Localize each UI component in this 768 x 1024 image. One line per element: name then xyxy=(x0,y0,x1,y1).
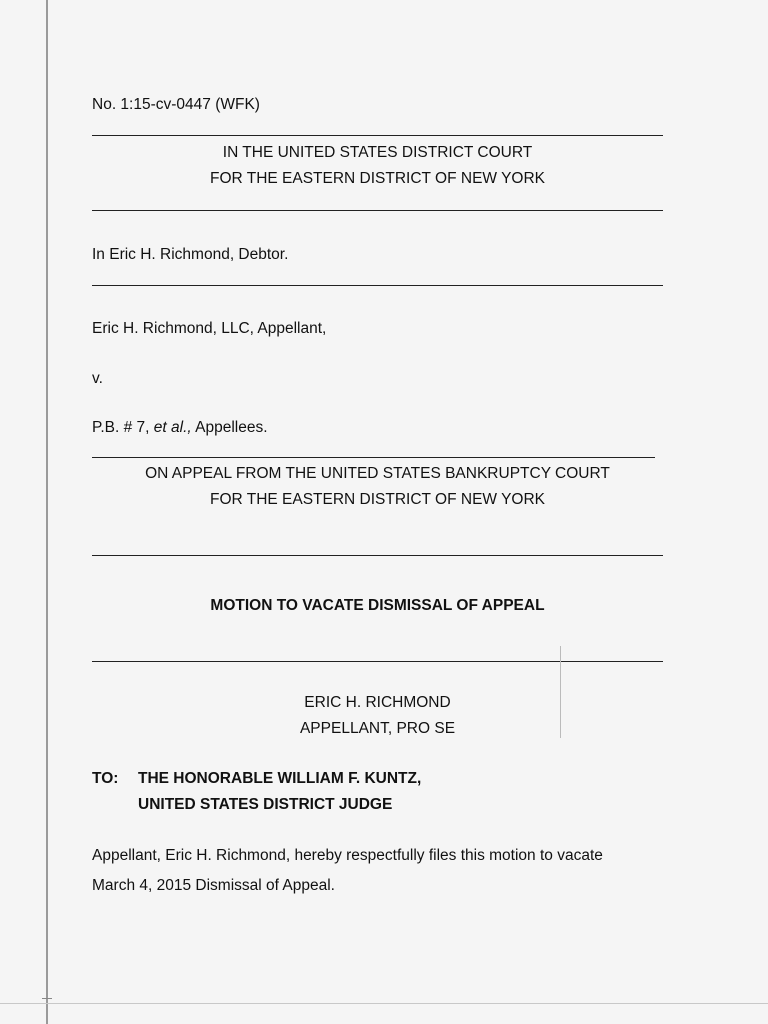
motion-title: MOTION TO VACATE DISMISSAL OF APPEAL xyxy=(210,597,545,614)
versus-line: v. xyxy=(92,370,103,387)
divider-2 xyxy=(92,210,663,211)
appellant-line: Eric H. Richmond, LLC, Appellant, xyxy=(92,320,327,337)
body-line-1: Appellant, Eric H. Richmond, hereby respectfully files this motion to vacate xyxy=(92,847,603,864)
appeal-from-line-2: FOR THE EASTERN DISTRICT OF NEW YORK xyxy=(209,491,545,508)
body-line-2: March 4, 2015 Dismissal of Appeal. xyxy=(92,877,335,894)
addressee-label: TO: xyxy=(92,770,119,787)
case-number: No. 1:15-cv-0447 (WFK) xyxy=(92,96,260,113)
in-re-line: In Eric H. Richmond, Debtor. xyxy=(92,246,289,263)
bottom-edge-rule xyxy=(0,1003,768,1004)
court-line-1: IN THE UNITED STATES DISTRICT COURT xyxy=(222,144,533,161)
divider-1 xyxy=(92,135,663,136)
divider-6 xyxy=(92,661,663,662)
court-heading xyxy=(92,140,663,192)
appellees-line xyxy=(92,419,268,437)
filer-block xyxy=(92,690,663,742)
appeal-from-line-1: ON APPEAL FROM THE UNITED STATES BANKRUPTCY COURT xyxy=(145,465,610,482)
addressee-line-1: THE HONORABLE WILLIAM F. KUNTZ, xyxy=(138,770,422,787)
appellees-et-al: et al., xyxy=(153,419,192,436)
filer-name: ERIC H. RICHMOND xyxy=(304,694,451,711)
divider-5 xyxy=(92,555,663,556)
left-margin-rule xyxy=(46,0,48,1024)
filer-role: APPELLANT, PRO SE xyxy=(299,720,456,737)
addressee-block xyxy=(92,766,421,818)
court-line-2: FOR THE EASTERN DISTRICT OF NEW YORK xyxy=(209,170,545,187)
addressee-line-2: UNITED STATES DISTRICT JUDGE xyxy=(138,796,393,813)
appellees-prefix: P.B. # 7, xyxy=(92,419,154,436)
divider-3 xyxy=(92,285,663,286)
body-paragraph xyxy=(92,841,672,901)
bottom-tick-mark xyxy=(42,998,52,999)
appellees-suffix: Appellees. xyxy=(191,419,268,436)
appeal-from-heading xyxy=(92,461,663,513)
divider-4 xyxy=(92,457,655,458)
